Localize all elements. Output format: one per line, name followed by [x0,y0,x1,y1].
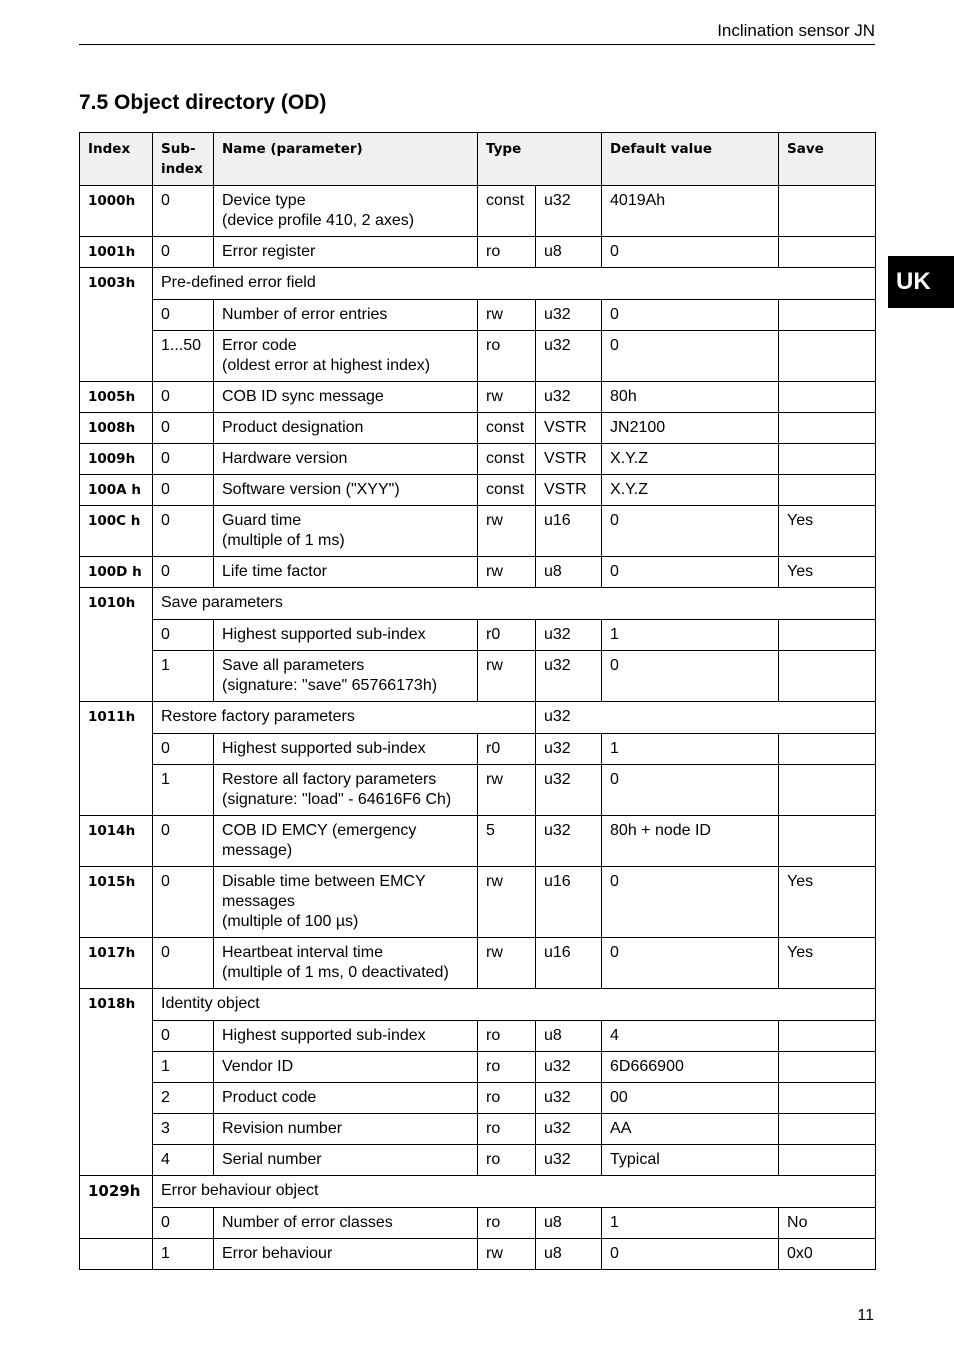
access-cell: rw [478,867,536,938]
access-cell: ro [478,1208,536,1239]
default-cell: 0 [602,938,779,989]
default-cell: 00 [602,1083,779,1114]
table-row [80,867,876,938]
subindex-cell: 4 [153,1145,214,1176]
index-cell: 1003h [80,268,153,382]
subindex-cell: 3 [153,1114,214,1145]
access-cell: 5 [478,816,536,867]
access-cell: rw [478,765,536,816]
subindex-cell: 0 [153,1021,214,1052]
datatype-cell: u8 [536,237,602,268]
name-cell: Number of error entries [214,300,478,331]
datatype-cell: VSTR [536,444,602,475]
subindex-cell: 1 [153,765,214,816]
access-cell: rw [478,1239,536,1270]
datatype-cell: u16 [536,506,602,557]
index-cell: 1029h [80,1176,153,1239]
default-cell: 80h [602,382,779,413]
table-row [80,444,876,475]
table-row [80,506,876,557]
access-cell: rw [478,382,536,413]
subindex-cell: 1 [153,1052,214,1083]
datatype-cell: u8 [536,557,602,588]
subindex-cell: 0 [153,506,214,557]
index-cell: 1015h [80,867,153,938]
default-cell: 0 [602,1239,779,1270]
col-subindex [153,133,214,186]
subindex-cell: 0 [153,938,214,989]
access-cell: ro [478,1145,536,1176]
index-cell: 1010h [80,588,153,702]
save-cell: Yes [779,938,876,989]
datatype-cell: u8 [536,1208,602,1239]
name-cell: Error behaviour [214,1239,478,1270]
save-cell [779,475,876,506]
save-cell [779,382,876,413]
subindex-cell: 0 [153,557,214,588]
name-cell: Product designation [214,413,478,444]
col-subindex-line2: index [161,161,203,177]
save-cell: No [779,1208,876,1239]
table-row [80,1208,876,1239]
object-title-cell: Identity object [153,989,876,1021]
name-cell: Hardware version [214,444,478,475]
table-row [80,816,876,867]
access-cell: ro [478,331,536,382]
access-cell: rw [478,300,536,331]
subindex-cell: 0 [153,413,214,444]
name-line: COB ID EMCY (emergency [222,822,417,839]
table-row [80,186,876,237]
name-cell: Number of error classes [214,1208,478,1239]
default-cell: 4019Ah [602,186,779,237]
name-cell: Highest supported sub-index [214,620,478,651]
object-title-cell: Restore factory parameters [153,702,536,734]
object-directory-table [79,132,876,1270]
save-cell [779,1052,876,1083]
save-cell [779,1114,876,1145]
datatype-cell: u32 [536,1145,602,1176]
name-cell: Product code [214,1083,478,1114]
default-cell: 0 [602,867,779,938]
subindex-cell: 0 [153,186,214,237]
col-index: Index [80,133,153,186]
default-cell: 6D666900 [602,1052,779,1083]
table-row [80,1145,876,1176]
section-title: 7.5 Object directory (OD) [79,91,327,114]
save-cell: Yes [779,506,876,557]
name-cell [214,506,478,557]
index-cell: 100C h [80,506,153,557]
subindex-cell: 0 [153,237,214,268]
access-cell: const [478,475,536,506]
header-rule [79,44,875,45]
table-row [80,268,876,300]
datatype-cell: u32 [536,651,602,702]
name-line: Device type [222,192,306,209]
index-cell: 1011h [80,702,153,816]
table-row [80,989,876,1021]
table-row [80,331,876,382]
name-line: Heartbeat interval time [222,944,383,961]
table-header-row [80,133,876,186]
default-cell: 80h + node ID [602,816,779,867]
subindex-cell: 1 [153,651,214,702]
save-cell [779,444,876,475]
running-header: Inclination sensor JN [717,21,875,40]
index-cell: 1001h [80,237,153,268]
save-cell [779,331,876,382]
name-cell: Revision number [214,1114,478,1145]
access-cell: rw [478,938,536,989]
default-cell: 1 [602,734,779,765]
table-row [80,1052,876,1083]
index-cell: 1008h [80,413,153,444]
name-cell: Error register [214,237,478,268]
index-cell: 1009h [80,444,153,475]
access-cell: rw [478,651,536,702]
datatype-cell: u32 [536,186,602,237]
save-cell [779,413,876,444]
save-cell [779,300,876,331]
subindex-cell: 0 [153,867,214,938]
index-cell: 1000h [80,186,153,237]
name-line: (multiple of 1 ms, 0 deactivated) [222,964,449,981]
default-cell: 0 [602,331,779,382]
object-type-cell: u32 [536,702,876,734]
default-cell: X.Y.Z [602,475,779,506]
datatype-cell: u16 [536,867,602,938]
table-row [80,651,876,702]
save-cell: 0x0 [779,1239,876,1270]
table-row [80,588,876,620]
access-cell: rw [478,506,536,557]
table-row [80,475,876,506]
default-cell: Typical [602,1145,779,1176]
name-line: (oldest error at highest index) [222,357,431,374]
default-cell: JN2100 [602,413,779,444]
name-line: (device profile 410, 2 axes) [222,212,415,229]
page-number: 11 [857,1307,874,1324]
name-cell: Life time factor [214,557,478,588]
table-row [80,1114,876,1145]
save-cell: Yes [779,867,876,938]
save-cell [779,1145,876,1176]
table-row [80,765,876,816]
access-cell: ro [478,1052,536,1083]
col-name: Name (parameter) [214,133,478,186]
access-cell: ro [478,1114,536,1145]
subindex-cell: 0 [153,300,214,331]
name-line: (signature: "save" 65766173h) [222,677,438,694]
access-cell: rw [478,557,536,588]
datatype-cell: u32 [536,765,602,816]
name-cell [214,765,478,816]
access-cell: ro [478,1083,536,1114]
datatype-cell: u32 [536,1083,602,1114]
name-cell [214,938,478,989]
index-cell [80,1239,153,1270]
name-cell: COB ID sync message [214,382,478,413]
save-cell [779,1021,876,1052]
table-row [80,382,876,413]
datatype-cell: u32 [536,1052,602,1083]
save-cell [779,186,876,237]
save-cell: Yes [779,557,876,588]
table-row [80,734,876,765]
table-row [80,620,876,651]
default-cell: 0 [602,557,779,588]
col-type: Type [478,133,602,186]
index-cell: 100A h [80,475,153,506]
datatype-cell: u32 [536,331,602,382]
datatype-cell: u8 [536,1239,602,1270]
index-cell: 1014h [80,816,153,867]
name-cell [214,651,478,702]
index-cell: 1005h [80,382,153,413]
name-line: Disable time between EMCY [222,873,426,890]
default-cell: 4 [602,1021,779,1052]
save-cell [779,816,876,867]
access-cell: ro [478,237,536,268]
name-cell: Highest supported sub-index [214,734,478,765]
name-line: (multiple of 1 ms) [222,532,345,549]
object-title-cell: Error behaviour object [153,1176,876,1208]
subindex-cell: 0 [153,382,214,413]
name-cell: Software version ("XYY") [214,475,478,506]
table-row [80,237,876,268]
save-cell [779,734,876,765]
subindex-cell: 0 [153,444,214,475]
index-cell: 1017h [80,938,153,989]
table-row [80,938,876,989]
default-cell: 0 [602,506,779,557]
name-line: Error code [222,337,297,354]
datatype-cell: u8 [536,1021,602,1052]
table-row [80,1083,876,1114]
object-title-cell: Save parameters [153,588,876,620]
access-cell: ro [478,1021,536,1052]
default-cell: 0 [602,765,779,816]
subindex-cell: 0 [153,1208,214,1239]
default-cell: 0 [602,651,779,702]
col-subindex-line1: Sub- [161,141,196,157]
subindex-cell: 1...50 [153,331,214,382]
access-cell: const [478,413,536,444]
index-cell: 100D h [80,557,153,588]
save-cell [779,765,876,816]
name-cell [214,816,478,867]
save-cell [779,1083,876,1114]
datatype-cell: VSTR [536,413,602,444]
access-cell: const [478,186,536,237]
name-cell [214,331,478,382]
index-cell: 1018h [80,989,153,1176]
datatype-cell: u32 [536,816,602,867]
col-default: Default value [602,133,779,186]
name-line: Save all parameters [222,657,365,674]
object-title-cell: Pre-defined error field [153,268,876,300]
name-line: (signature: "load" - 64616F6 Ch) [222,791,452,808]
default-cell: X.Y.Z [602,444,779,475]
table-row [80,413,876,444]
save-cell [779,620,876,651]
name-line: Guard time [222,512,302,529]
name-line: (multiple of 100 µs) [222,913,359,930]
table-row [80,702,876,734]
table-row [80,1239,876,1270]
language-tab: UK [888,256,954,308]
save-cell [779,651,876,702]
subindex-cell: 0 [153,475,214,506]
datatype-cell: VSTR [536,475,602,506]
datatype-cell: u32 [536,620,602,651]
datatype-cell: u32 [536,734,602,765]
name-cell: Highest supported sub-index [214,1021,478,1052]
subindex-cell: 0 [153,620,214,651]
table-row [80,300,876,331]
datatype-cell: u32 [536,382,602,413]
save-cell [779,237,876,268]
default-cell: AA [602,1114,779,1145]
default-cell: 0 [602,237,779,268]
name-cell: Serial number [214,1145,478,1176]
subindex-cell: 2 [153,1083,214,1114]
datatype-cell: u32 [536,300,602,331]
table-row [80,1021,876,1052]
subindex-cell: 0 [153,734,214,765]
datatype-cell: u16 [536,938,602,989]
name-line: message) [222,842,293,859]
datatype-cell: u32 [536,1114,602,1145]
name-cell [214,867,478,938]
name-line: messages [222,893,295,910]
table-row [80,557,876,588]
default-cell: 0 [602,300,779,331]
col-save: Save [779,133,876,186]
name-cell [214,186,478,237]
default-cell: 1 [602,1208,779,1239]
name-cell: Vendor ID [214,1052,478,1083]
access-cell: const [478,444,536,475]
subindex-cell: 1 [153,1239,214,1270]
access-cell: r0 [478,620,536,651]
subindex-cell: 0 [153,816,214,867]
access-cell: r0 [478,734,536,765]
table-row [80,1176,876,1208]
default-cell: 1 [602,620,779,651]
name-line: Restore all factory parameters [222,771,437,788]
